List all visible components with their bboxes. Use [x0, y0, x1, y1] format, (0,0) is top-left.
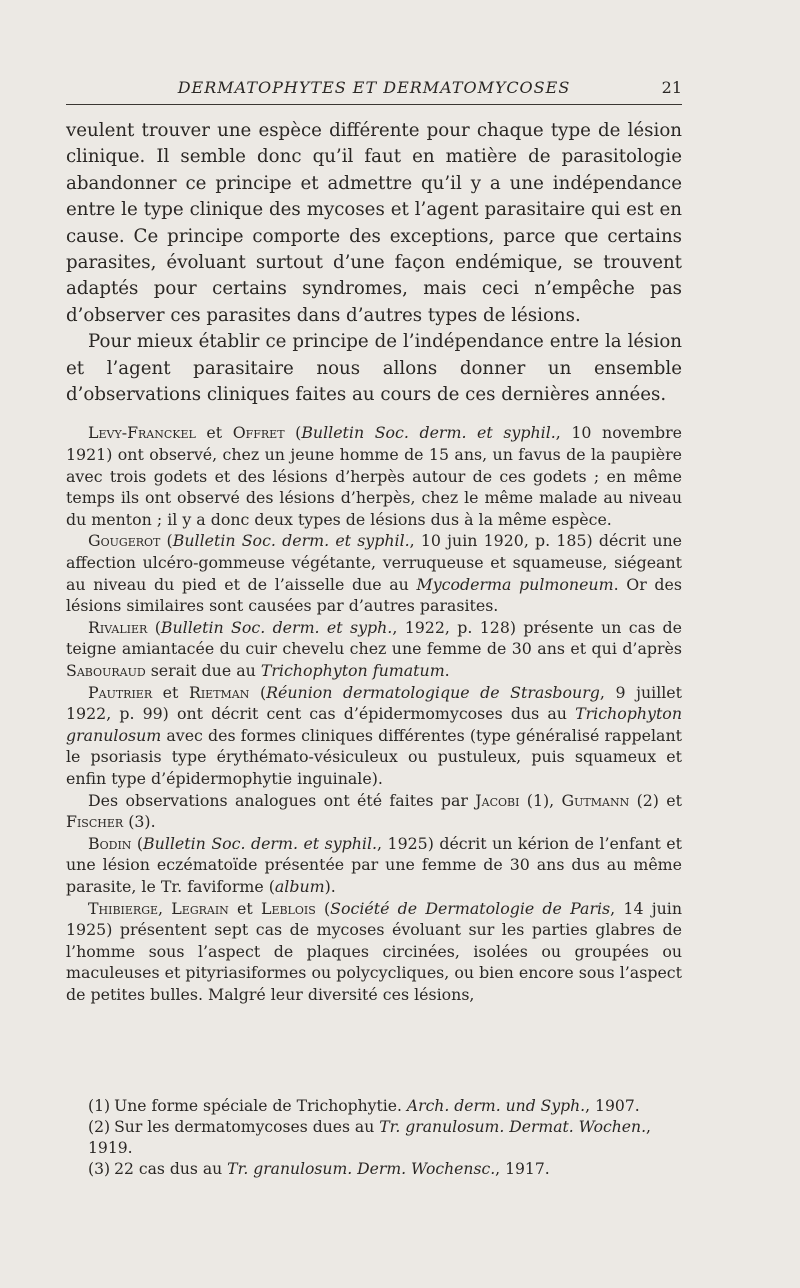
case-paragraph: [66, 617, 682, 682]
case-text: , 10 juin 1920, p. 185) décrit une affection ulcéro-gommeuse végétante, verruqueuse et squameuse, siégeant au niveau du pied et de l’aisselle due au: [66, 531, 683, 594]
author-name: Legrain: [171, 898, 229, 918]
case-text: ,: [158, 898, 172, 918]
page-body: [66, 118, 682, 1006]
reference-title: Bulletin Soc. derm. et syph.: [160, 617, 393, 637]
case-paragraph: [66, 530, 682, 616]
author-name: Offret: [232, 423, 285, 443]
case-text: , 1922, p. 128) présente un cas de teigne amiantacée du cuir chevelu chez une femme de 30 ans et qui d’après: [66, 617, 682, 659]
footnote: [66, 1159, 682, 1180]
lead-section: [66, 118, 682, 408]
case-text: . Or des lésions similaires sont causées par d’autres parasites.: [66, 574, 682, 616]
case-text: (1),: [519, 790, 562, 810]
footnote-reference: Tr. granulosum. Derm. Wochensc.: [227, 1160, 496, 1178]
case-paragraph: [66, 682, 682, 790]
footnote-reference: Arch. derm. und Syph.: [406, 1097, 586, 1115]
case-text: (2) et: [629, 790, 682, 810]
author-name: Thibierge: [88, 898, 159, 918]
reference-title: Société de Dermatologie de Paris: [330, 898, 611, 918]
footnotes: [66, 1096, 682, 1180]
author-name: Gougerot: [88, 531, 161, 551]
author-name: Levy-Franckel: [88, 423, 196, 443]
case-paragraph: [66, 833, 682, 898]
footnote-number: (2): [88, 1118, 111, 1136]
case-text: , 14 juin 1925) présentent sept cas de mycoses évoluant sur les parties glabres de l’homme sous l’aspect de plaques circinées, isolées ou groupées ou maculeuses et pityriasiformes ou polycycliques, ou bien encore sous l’aspect de petites bulles. Malgré leur diversité ces lésions,: [66, 898, 683, 1004]
author-name: Leblois: [260, 898, 316, 918]
case-text: et: [195, 423, 233, 443]
running-title: DERMATOPHYTES ET DERMATOMYCOSES: [177, 78, 571, 97]
footnote-text: 22 cas dus au: [114, 1160, 228, 1178]
author-name: Pautrier: [88, 682, 153, 702]
author-name: Gutmann: [561, 790, 630, 810]
footnote-text: , 1907.: [585, 1097, 640, 1115]
species-name: Trichophyton granulosum: [66, 704, 682, 745]
footnote-text: , 1917.: [495, 1160, 550, 1178]
footnote-number: (3): [88, 1160, 111, 1178]
author-name: Rietman: [188, 682, 250, 702]
case-text: , 1925) décrit un kérion de l’enfant et une lésion eczématoïde présentée par une femme de 30 ans dus au même parasite, le Tr. faviforme (: [66, 833, 682, 896]
case-text: ).: [324, 876, 336, 896]
reference-title: Bulletin Soc. derm. et syphil.: [301, 423, 556, 443]
case-text: , 10 novembre 1921) ont observé, chez un jeune homme de 15 ans, un favus de la paupière avec trois godets et des lésions d’herpès autour de ces godets ; en même temps ils ont observé des lésions d’herpès, chez le même malade au niveau du menton ; il y a donc deux types de lésions dus à la même espèce.: [66, 423, 682, 529]
header-rule: [66, 104, 682, 105]
footnote-text: Une forme spéciale de Trichophytie.: [114, 1097, 407, 1115]
author-name: Sabouraud: [66, 661, 146, 680]
footnote: [66, 1096, 682, 1117]
case-text: serait due au: [145, 661, 261, 680]
page-header: [66, 78, 682, 102]
case-text: (: [131, 833, 144, 853]
reference-title: Bulletin Soc. derm. et syphil.: [172, 531, 410, 551]
species-name: album: [274, 876, 325, 896]
case-paragraph: [66, 422, 682, 530]
case-paragraph: [66, 790, 682, 833]
case-text: .: [444, 661, 450, 680]
author-name: Bodin: [88, 833, 132, 853]
footnote-text: Sur les dermatomycoses dues au: [114, 1118, 380, 1136]
footnote-number: (1): [88, 1097, 111, 1115]
reference-title: Réunion dermatologique de Strasbourg: [266, 682, 600, 702]
case-text: (: [315, 898, 331, 918]
species-name: Trichophyton fumatum: [260, 661, 445, 680]
lead-paragraph: veulent trouver une espèce différente pour chaque type de lésion clinique. Il semble donc qu’il faut en matière de parasitologie abandonner ce principe et admettre qu’il y a une indépendance entre le type clinique des mycoses et l’agent parasitaire qui est en cause. Ce principe comporte des exceptions, parce que certains parasites, évoluant surtout d’une façon endémique, se trouvent adaptés pour certains syndromes, mais ceci n’empêche pas d’observer ces parasites dans d’autres types de lésions.: [66, 120, 682, 326]
lead-paragraph: Pour mieux établir ce principe de l’indépendance entre la lésion et l’agent parasitaire nous allons donner un ensemble d’observations cliniques faites au cours de ces dernières années.: [66, 331, 682, 406]
case-text: (: [249, 682, 267, 702]
page-number: 21: [661, 78, 682, 97]
case-text: (: [284, 423, 302, 443]
case-text: avec des formes cliniques différentes (type généralisé rappelant le psoriasis type érythémato-vésiculeux ou pustuleux, puis squameux et enfin type d’épidermophytie inguinale).: [66, 725, 682, 788]
author-name: Jacobi: [475, 790, 520, 810]
case-text: et: [228, 898, 261, 918]
case-text: (3).: [123, 812, 156, 832]
footnote-text: , 1919.: [88, 1118, 652, 1157]
case-paragraph: [66, 898, 682, 1006]
case-text: (: [147, 617, 161, 637]
case-list: [66, 422, 682, 1005]
case-text: , 9 juillet 1922, p. 99) ont décrit cent cas d’épidermomycoses dus au: [66, 682, 682, 724]
species-name: Mycoderma pulmoneum: [416, 574, 614, 594]
case-text: Des observations analogues ont été faites par: [88, 790, 476, 810]
reference-title: Bulletin Soc. derm. et syphil.: [143, 833, 378, 853]
footnote-reference: Tr. granulosum. Dermat. Wochen.: [379, 1118, 647, 1136]
case-text: et: [152, 682, 189, 702]
case-text: (: [160, 531, 173, 551]
footnote: [66, 1117, 682, 1159]
author-name: Fischer: [66, 812, 124, 832]
author-name: Rivalier: [88, 617, 148, 637]
